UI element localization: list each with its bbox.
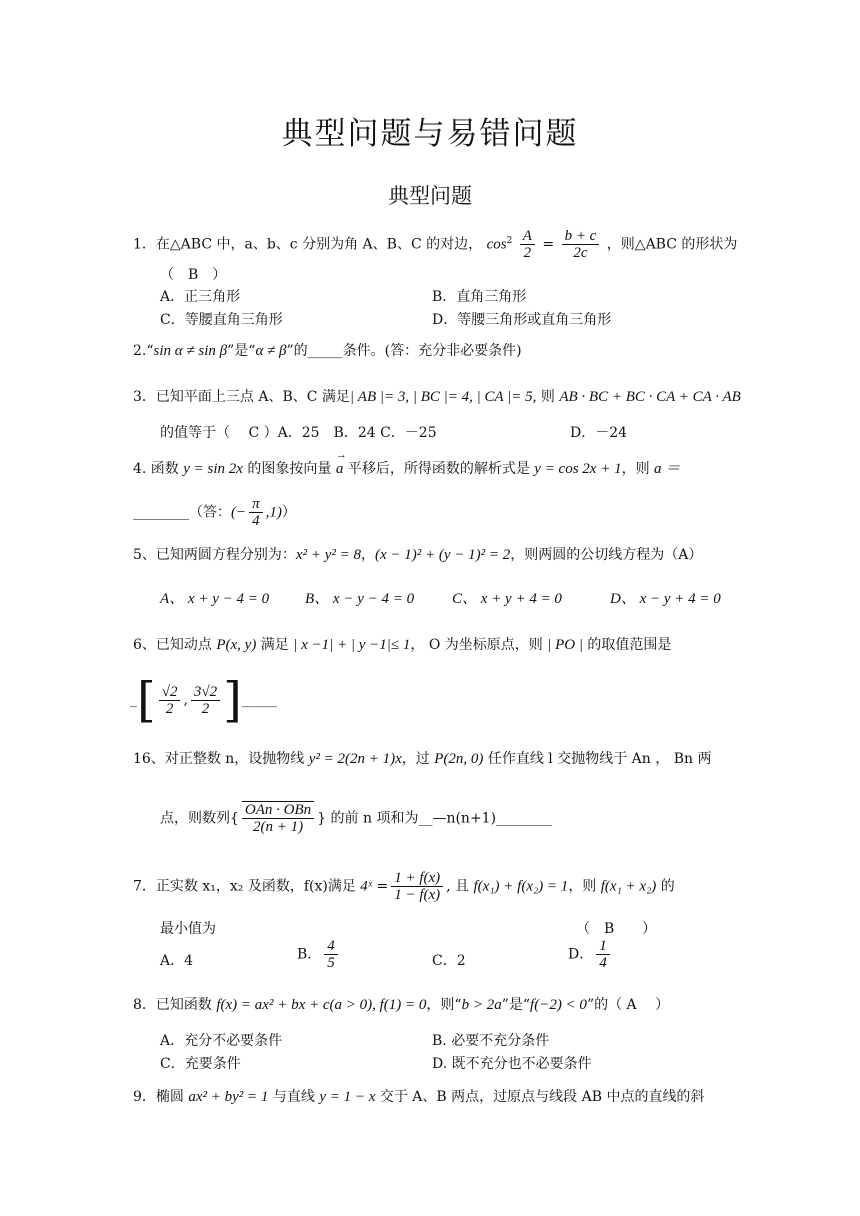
q3-option-d: D．－24 [570, 425, 628, 441]
q8-option-c: C．充要条件 [160, 1056, 241, 1072]
q1-stem: 1．在△ABC 中，a、b、c 分别为角 A、B、C 的对边， $\cos^2$ $\frac{A}{2}$ = $\frac{b + c}{2c}$ ，则△ABC 的形状为 [133, 228, 738, 261]
q5-line1: 5、已知两圆方程分别为：x² + y² = 8，(x − 1)² + (y − 1)² = 2，则两圆的公切线方程为（A） [133, 547, 703, 563]
q7-option-c: C．2 [432, 953, 466, 969]
q6-line1: 6、已知动点 P(x, y) 满足 | x −1| + | y −1|≤ 1， O 为坐标原点，则 | PO | 的取值范围是 [133, 637, 672, 653]
q5-option-b: B、 x − y − 4 = 0 [305, 591, 415, 607]
q8-option-b: B. 必要不充分条件 [432, 1033, 550, 1049]
q1-fraction-bc: $\frac{b + c}{2c}$ [562, 228, 600, 261]
q7-option-b: B． $\frac{4}{5}$ [297, 938, 341, 971]
q1-option-a: A．正三角形 [160, 289, 241, 305]
q8-option-a: A．充分不必要条件 [160, 1033, 283, 1049]
q1-option-c: C．等腰直角三角形 [160, 312, 283, 328]
page-title: 典型问题与易错问题 [281, 116, 579, 152]
q16-line1: 16、对正整数 n，设抛物线 y² = 2(2n + 1)x，过 P(2n, 0) 任作直线 l 交抛物线于 An ， Bn 两 [133, 751, 712, 767]
q1-option-d: D．等腰三角形或直角三角形 [432, 312, 612, 328]
q4-line1: 4. 函数 y = sin 2x 的图象按向量 → a 平移后，所得函数的解析式是 y = cos 2x + 1，则 a ＝ [133, 460, 680, 478]
q3-line1: 3．已知平面上三点 A、B、C 满足| AB |= 3, | BC |= 4, | CA |= 5, 则 AB · BC + BC · CA + CA · AB [133, 389, 741, 405]
q5-option-a: A、 x + y − 4 = 0 [160, 591, 270, 607]
q16-line2: 点，则数列{ $\frac{\text{OAn · OBn}}{2(n + 1)}$ } 的前 n 项和为__—n(n+1)________ [160, 802, 553, 835]
q7-line1: 7．正实数 x₁，x₂ 及函数，f(x)满足 4ˣ = $\frac{1 + f(x)}{1 - f(x)}$ , 且 f(x₁) + f(x₂) = 1，则 f(x₁ + x₂) 的 [133, 870, 675, 903]
q7-option-a: A．4 [160, 953, 194, 969]
q5-option-d: D、 x − y + 4 = 0 [610, 591, 721, 607]
q4-line2: ________（答：(− $\frac{\pi}{4}$ ,1)） [133, 496, 296, 529]
q5-option-c: C、 x + y + 4 = 0 [452, 591, 562, 607]
q8-option-d: D. 既不充分也不必要条件 [432, 1056, 592, 1072]
q7-answer: （ B ） [576, 921, 657, 937]
q3-line2: 的值等于（ C ）A．25 B．24 C．－25 [160, 425, 437, 441]
q7-option-d: D． $\frac{1}{4}$ [568, 938, 613, 971]
q6-answer: _[ $\frac{√2}{2}$ , $\frac{3√2}{2}$ ]_____ [130, 672, 277, 728]
q8-line1: 8．已知函数 f(x) = ax² + bx + c(a > 0), f(1) = 0，则“b > 2a”是“f(−2) < 0”的（ A ） [133, 997, 670, 1013]
q9-line1: 9．椭圆 ax² + by² = 1 与直线 y = 1 − x 交于 A、B 两点，过原点与线段 AB 中点的直线的斜 [133, 1089, 705, 1105]
q1-fraction-a: $\frac{A}{2}$ [520, 228, 535, 261]
q1-option-b: B．直角三角形 [432, 289, 527, 305]
q1-answer: （ B ） [160, 267, 227, 283]
q7-line2: 最小值为 [160, 921, 216, 937]
section-subtitle: 典型问题 [388, 184, 472, 208]
q2-line: 2.“sin α ≠ sin β”是“α ≠ β”的_____条件。(答：充分非必要条件) [133, 343, 522, 359]
